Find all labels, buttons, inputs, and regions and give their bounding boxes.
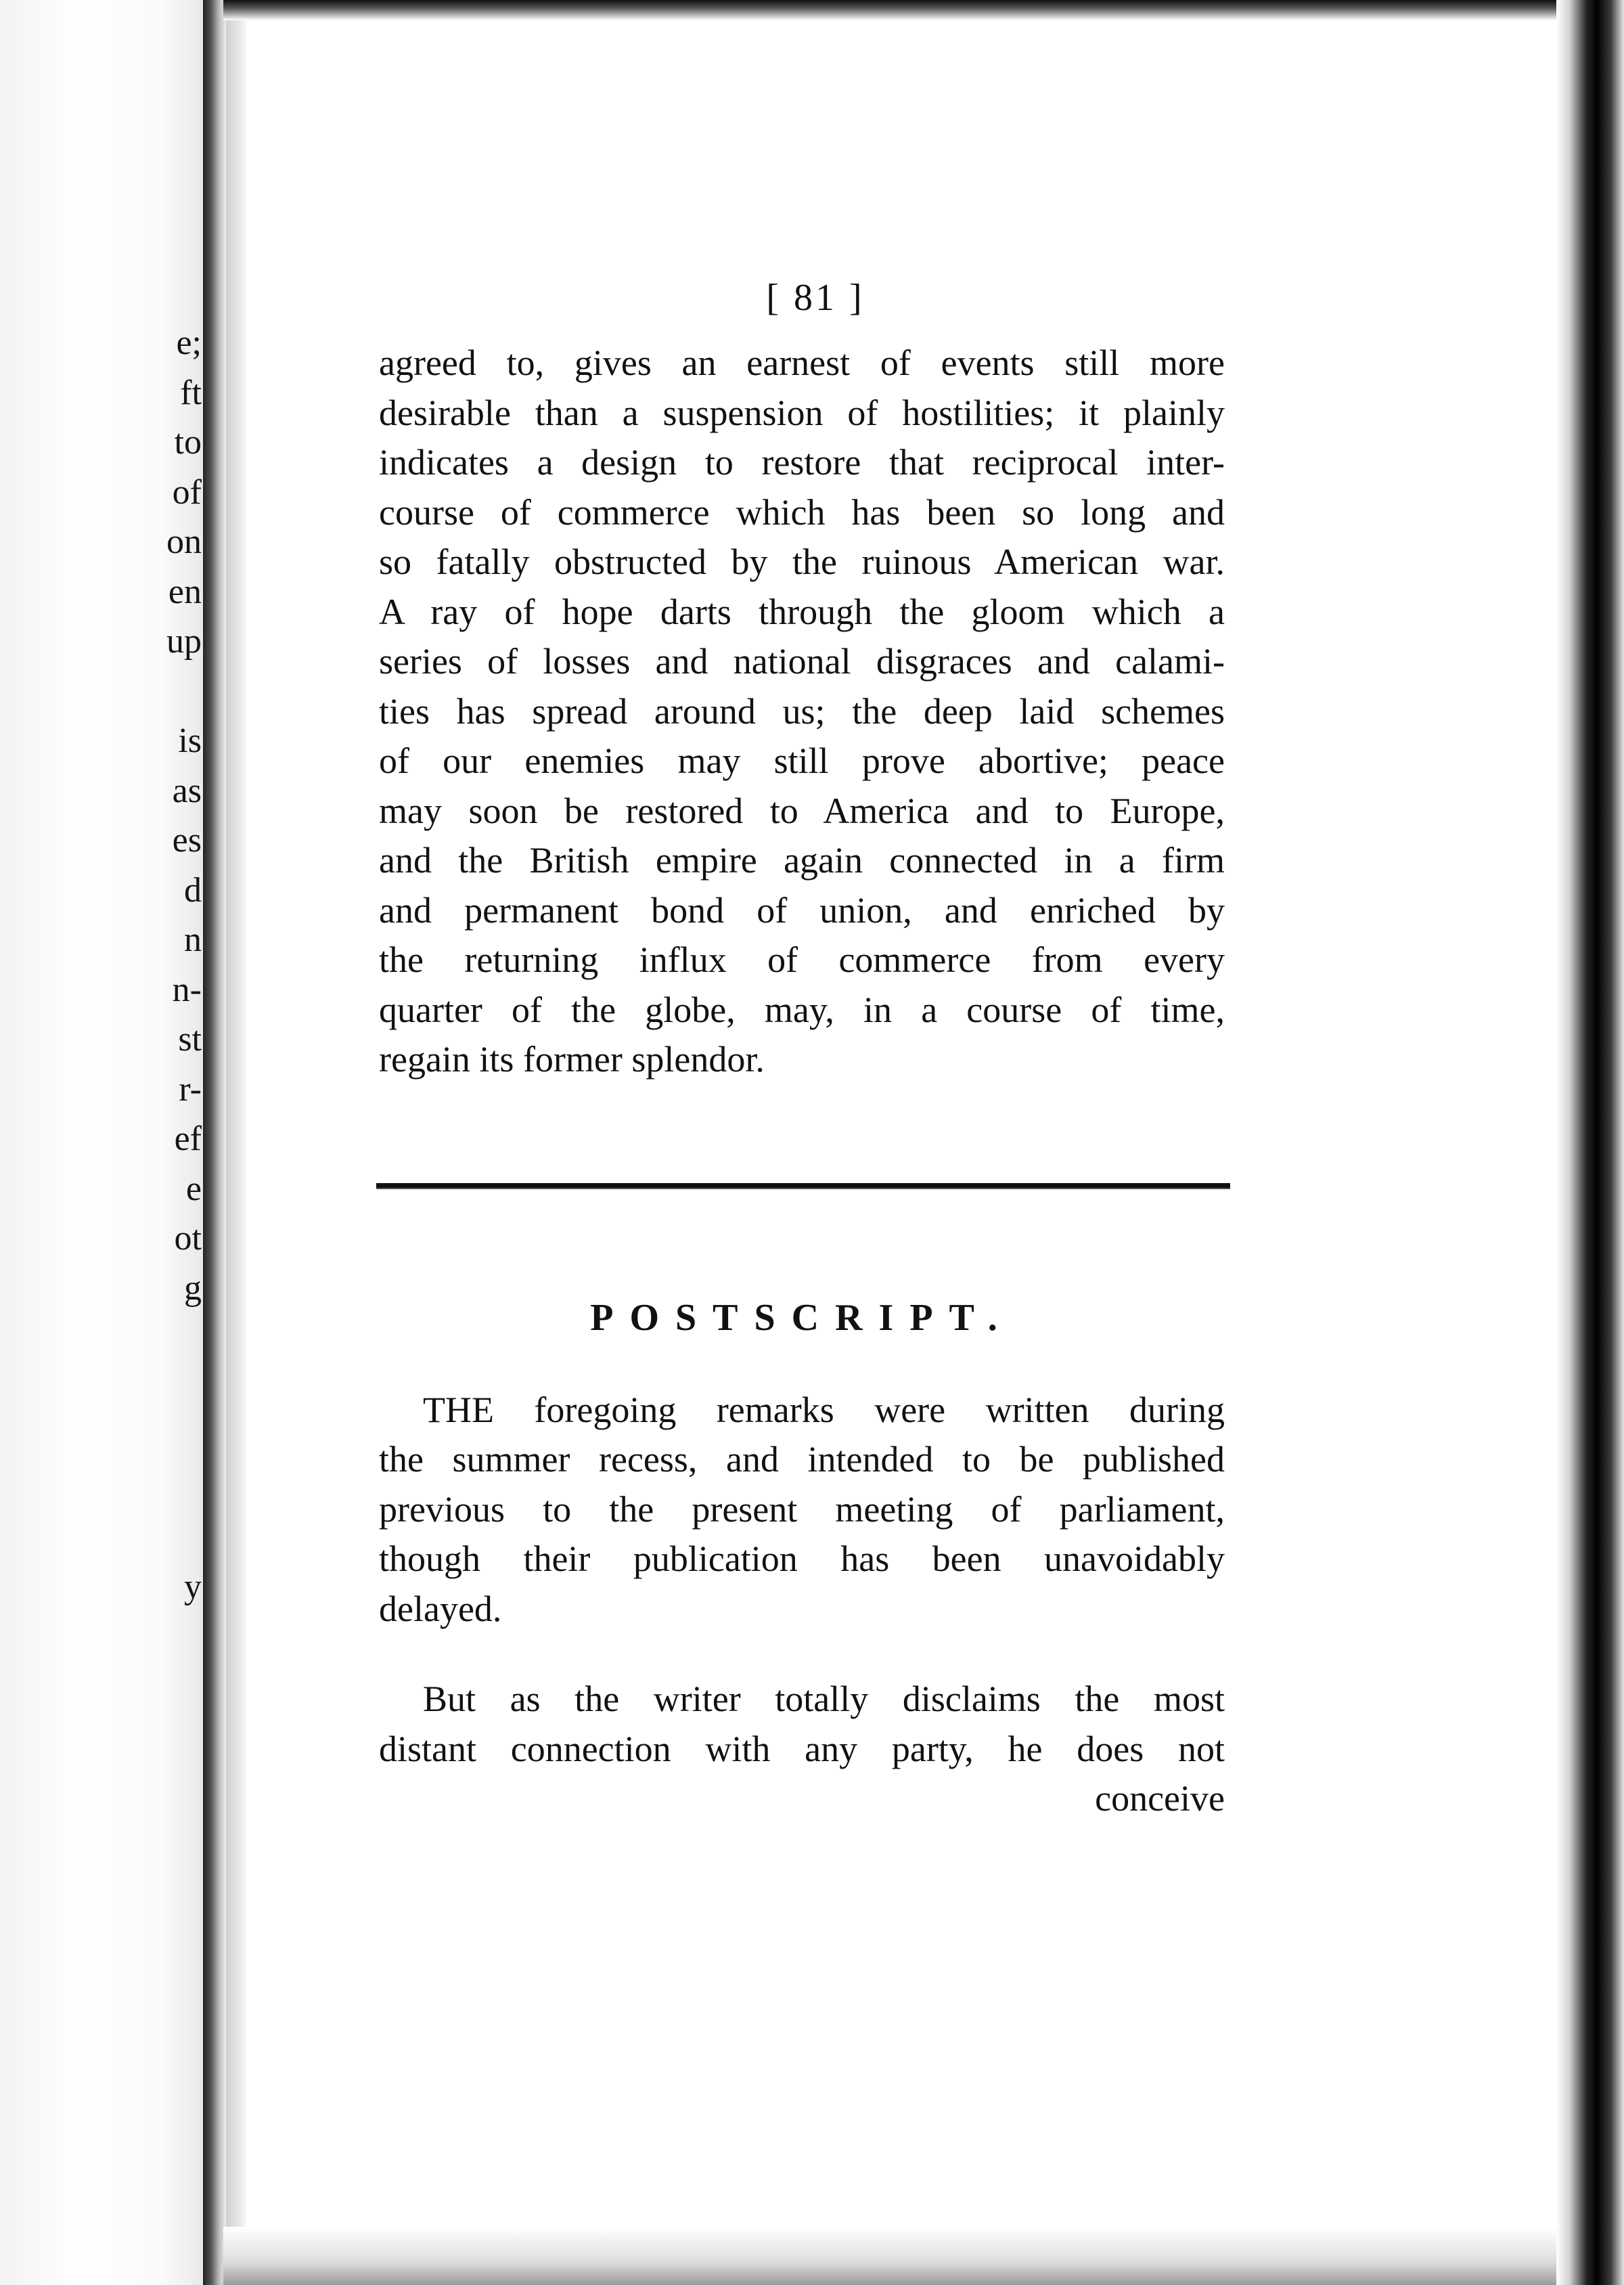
main-paragraph: [379, 338, 1225, 1085]
text-line: ties has spread around us; the deep laid schemes: [379, 690, 1225, 732]
text-line: quarter of the globe, may, in a course of time,: [379, 989, 1225, 1030]
margin-fragment: [154, 1512, 202, 1562]
margin-fragment: e;: [176, 324, 202, 362]
margin-fragment: on: [166, 523, 202, 561]
margin-fragment: ef: [174, 1119, 202, 1158]
right-page-edge: [1556, 0, 1624, 2285]
margin-fragment: n-: [172, 970, 202, 1009]
margin-fragment: [154, 1313, 202, 1363]
text-line: series of losses and national disgraces and calami-: [379, 641, 1225, 682]
margin-fragment: e: [185, 1169, 202, 1208]
margin-fragment: [154, 667, 202, 717]
gutter-fade: [226, 0, 246, 2285]
text-line: But as the writer totally disclaims the most: [423, 1679, 1225, 1719]
text-line: course of commerce which has been so long and: [379, 491, 1225, 533]
page-number: [ 81 ]: [766, 277, 865, 319]
text-line: though their publication has been unavoidably: [379, 1538, 1225, 1579]
margin-fragment: st: [178, 1020, 202, 1059]
margin-fragment: as: [172, 771, 202, 810]
text-line: indicates a design to restore that reciprocal inter-: [379, 442, 1225, 483]
text-line: and the British empire again connected in a firm: [379, 840, 1225, 881]
text-line: the returning influx of commerce from every: [379, 939, 1225, 980]
text-line: may soon be restored to America and to Europe,: [379, 790, 1225, 831]
margin-fragment: es: [172, 821, 202, 860]
margin-fragment: g: [184, 1268, 202, 1308]
postscript-heading: POSTSCRIPT.: [590, 1296, 1014, 1339]
top-scan-edge: [223, 0, 1577, 20]
postscript-paragraph-1: [379, 1385, 1225, 1635]
margin-fragment: d: [184, 870, 202, 910]
margin-fragment: is: [178, 722, 202, 760]
section-divider-rule: [376, 1183, 1230, 1189]
postscript-paragraph-2: [379, 1674, 1225, 1824]
text-line: delayed.: [379, 1588, 502, 1629]
text-line: previous to the present meeting of parliament,: [379, 1488, 1225, 1530]
bottom-scan-edge: [223, 2227, 1556, 2285]
text-line: agreed to, gives an earnest of events still more: [379, 342, 1225, 383]
margin-fragment: n: [184, 920, 202, 959]
margin-fragment: en: [168, 572, 202, 611]
margin-fragment: of: [172, 472, 202, 512]
margin-fragment: [154, 1413, 202, 1463]
margin-fragment: r-: [179, 1069, 202, 1109]
book-gutter-shadow: [203, 0, 226, 2285]
text-line: the summer recess, and intended to be published: [379, 1439, 1225, 1480]
page-text-block: [379, 267, 1225, 1824]
margin-fragment: ot: [174, 1219, 202, 1258]
margin-fragment: up: [166, 622, 202, 661]
margin-fragment: to: [174, 423, 202, 462]
margin-fragment: [154, 1363, 202, 1413]
margin-fragment: [154, 1463, 202, 1513]
margin-fragment: ft: [180, 373, 202, 412]
text-line: so fatally obstructed by the ruinous American war.: [379, 541, 1225, 582]
text-line: desirable than a suspension of hostilities; it plainly: [379, 392, 1225, 433]
text-line: THE foregoing remarks were written during: [423, 1389, 1225, 1430]
text-line: regain its former splendor.: [379, 1039, 765, 1080]
facing-page-fragments: [154, 318, 202, 1612]
text-line: A ray of hope darts through the gloom which a: [379, 591, 1225, 632]
margin-fragment: y: [184, 1567, 202, 1606]
catchword: conceive: [1095, 1778, 1225, 1819]
text-line: and permanent bond of union, and enriched by: [379, 889, 1225, 931]
text-line: distant connection with any party, he does not: [379, 1728, 1225, 1769]
text-line: of our enemies may still prove abortive; peace: [379, 740, 1225, 781]
